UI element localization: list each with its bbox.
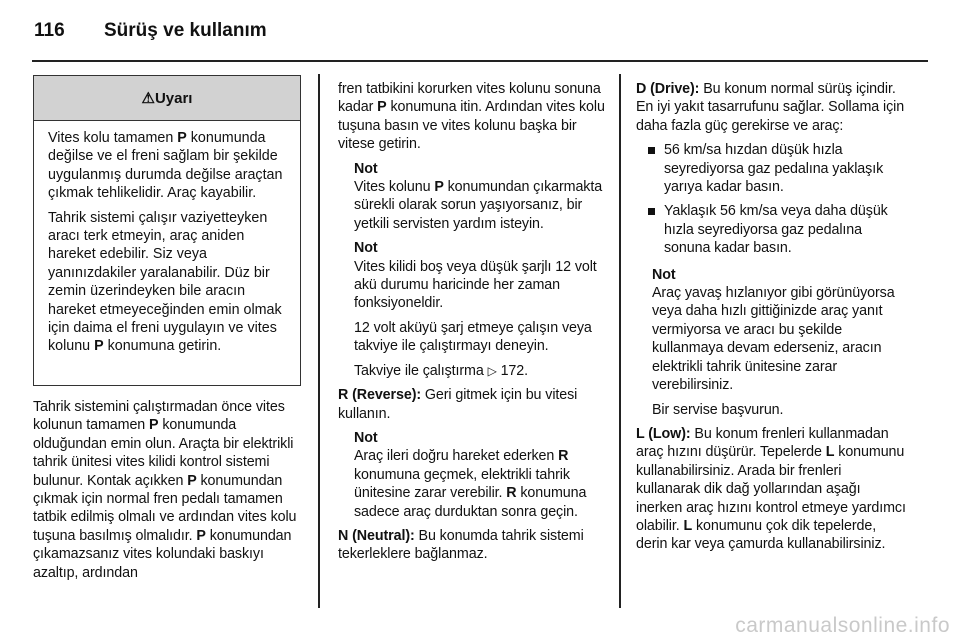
neutral-paragraph: N (Neutral): Bu konumda tahrik sistemi tekerleklere bağlanmaz. (338, 527, 584, 563)
note-1-title: Not (354, 160, 378, 177)
column-1 (33, 398, 305, 582)
note-4 (652, 266, 906, 419)
list-item: Yaklaşık 56 km/sa veya daha düşük hızla seyrediyorsa gaz pedalına sonuna kadar basın. (636, 202, 906, 257)
col2-paragraph-1: fren tatbikini korurken vites kolunu sonuna kadar P konumuna itin. Ardından vites kolu tuşuna basın ve vites kolunu başka bir vitese getirin. (338, 81, 605, 153)
note-4-title: Not (652, 266, 676, 283)
column-3 (636, 80, 906, 560)
page-header (34, 20, 267, 42)
warning-icon: ⚠ (141, 90, 155, 107)
column-divider-1 (318, 74, 320, 608)
reverse-paragraph: R (Reverse): Geri gitmek için bu vitesi kullanın. (338, 387, 578, 422)
low-paragraph: L (Low): Bu konum frenleri kullanmadan araç hızını düşürür. Tepelerde L konumunu kullanabilirsiniz. Arada bir frenleri kullanarak dik dağ yollarından aşağı inerken araç hızını kontrol etmeye yardımcı olabilir. L konumunu çok dik tepelerde, derin kar veya çamurda kullanabilirsiniz. (636, 425, 906, 553)
drive-paragraph: D (Drive): Bu konum normal sürüş içindir. En iyi yakıt tasarrufunu sağlar. Sollama için daha fazla güç gerekirse ve araç: (636, 81, 905, 134)
note-3 (354, 429, 608, 521)
header-rule (32, 60, 928, 62)
note-2-text-c: Takviye ile çalıştırma ▷ 172. (354, 362, 529, 379)
page-number: 116 (34, 20, 65, 41)
warning-title: Uyarı (154, 89, 193, 107)
warning-header (34, 76, 300, 121)
warning-body (34, 121, 300, 356)
note-1 (354, 160, 608, 234)
note-3-title: Not (354, 429, 378, 446)
column-divider-2 (619, 74, 621, 608)
note-2-text-a: Vites kilidi boş veya düşük şarjlı 12 volt akü durumu haricinde her zaman fonksiyoneldir. (354, 258, 597, 312)
note-2-text-b: 12 volt aküyü şarj etmeye çalışın veya takviye ile çalıştırmayı deneyin. (354, 319, 592, 355)
list-item: 56 km/sa hızdan düşük hızla seyrediyorsa gaz pedalına yaklaşık yarıya kadar basın. (636, 141, 906, 196)
warning-paragraph-1: Vites kolu tamamen P konumunda değilse ve el freni sağlam bir şekilde uygulanmış durumda değilse araçtan çıkmak tehlikelidir. Araç kayabilir. (48, 130, 283, 202)
note-1-text: Vites kolunu P konumundan çıkarmakta sürekli olarak sorun yaşıyorsanız, bir yetkili servisten yardım isteyin. (354, 179, 603, 232)
note-2 (354, 239, 608, 380)
warning-box (33, 75, 301, 386)
page-title: Sürüş ve kullanım (104, 20, 267, 41)
column-2 (338, 80, 608, 570)
col1-paragraph: Tahrik sistemini çalıştırmadan önce vites kolunun tamamen P konumunda olduğundan emin olun. Araçta bir elektrikli tahrik ünitesi vites kilidi kontrol sistemi bulunur. Kontak açıkken P konumundan çıkmak için normal fren pedalı tamamen tatbik edilmiş olmalı ve ardından vites kolu tuşuna basılmış olmalıdır. P konumundan çıkamazsanız vites kolundaki baskıyı azaltıp, ardından (33, 399, 297, 581)
note-3-text: Araç ileri doğru hareket ederken R konumuna geçmek, elektrikli tahrik ünitesine zarar verebilir. R konumuna sadece araç durduktan sonra geçin. (354, 448, 587, 520)
note-2-title: Not (354, 240, 378, 257)
page-reference-arrow-icon: ▷ (487, 363, 497, 378)
note-4-text-1: Araç yavaş hızlanıyor gibi görünüyorsa veya daha hızlı gittiğinizde araç yanıt vermiyorsa ve aracı bu şekilde kullanmaya devam ederseniz, aracın elektrikli tahrik ünitesine zarar verebilirsiniz. (652, 285, 895, 394)
note-4-text-2: Bir servise başvurun. (652, 401, 784, 418)
drive-bullet-list (636, 141, 906, 257)
watermark: carmanualsonline.info (735, 614, 950, 637)
warning-paragraph-2: Tahrik sistemi çalışır vaziyetteyken aracı terk etmeyin, araç aniden hareket edebilir. Siz veya yanınızdakiler yaralanabilir. Düz bir zemin üzerindeyken bile aracın hareket etmeyeceğinden emin olmak için daima el freni uygulayın ve vites kolunu P konumuna getirin. (48, 209, 282, 355)
